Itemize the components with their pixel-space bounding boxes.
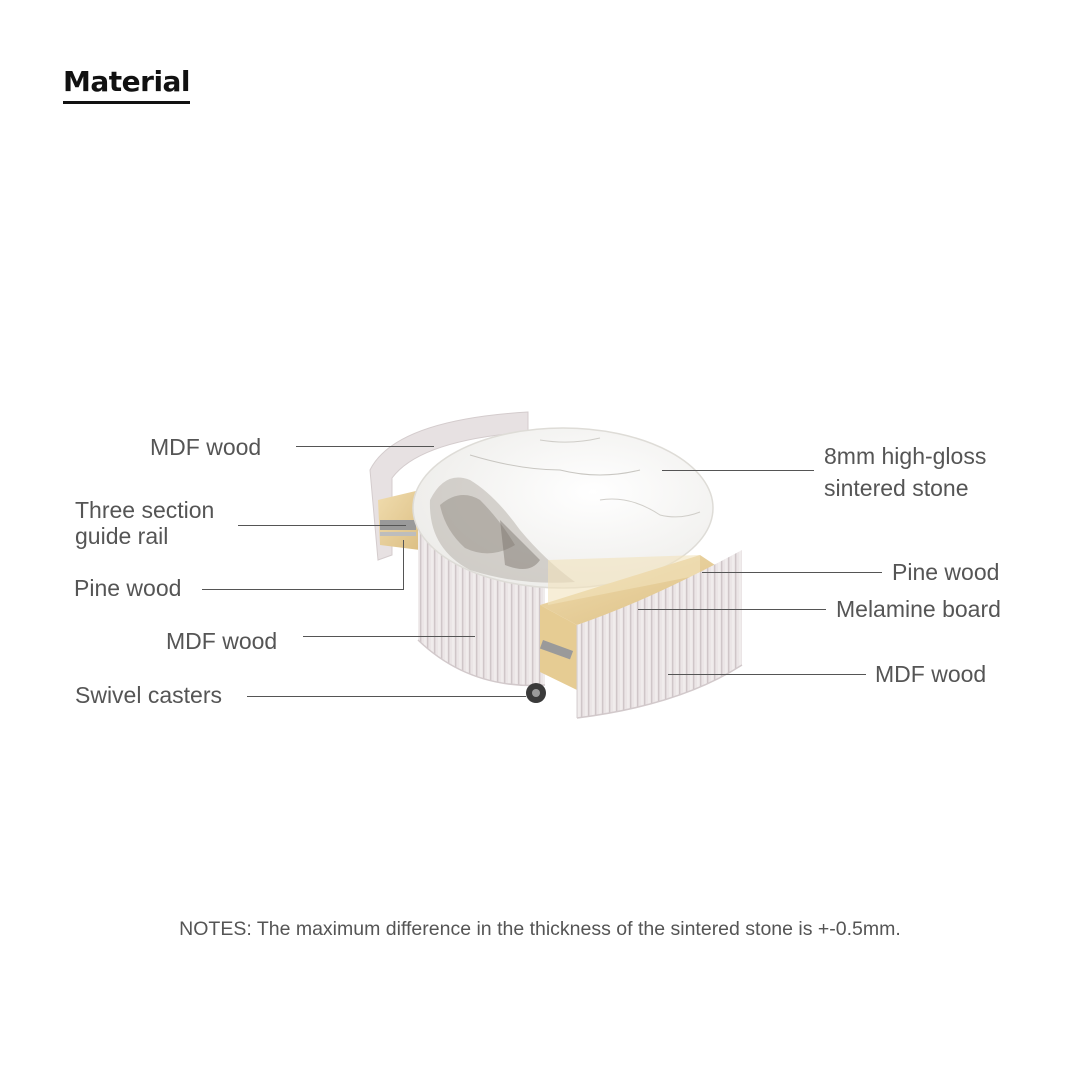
label-mdf-wood-right: MDF wood <box>875 661 987 687</box>
label-sintered-stone <box>824 440 986 504</box>
label-mdf-wood-top: MDF wood <box>150 434 262 460</box>
label-pine-wood-left: Pine wood <box>74 575 182 601</box>
leader-pine-left-vertical <box>403 540 404 589</box>
leader-sintered-stone <box>662 470 814 471</box>
label-pine-wood-right: Pine wood <box>892 559 1000 585</box>
label-three-section-guide-rail <box>75 497 214 549</box>
right-drawer <box>540 550 742 718</box>
leader-mdf-right <box>668 674 866 675</box>
label-melamine-board: Melamine board <box>836 596 1001 622</box>
label-sintered-stone-line2: sintered stone <box>824 475 969 501</box>
leader-casters <box>247 696 526 697</box>
label-swivel-casters: Swivel casters <box>75 682 222 708</box>
leader-guide-rail <box>238 525 406 526</box>
label-mdf-wood-middle: MDF wood <box>166 628 278 654</box>
label-guide-rail-line2: guide rail <box>75 523 169 549</box>
leader-mdf-middle <box>303 636 475 637</box>
label-sintered-stone-line1: 8mm high-gloss <box>824 443 987 469</box>
swivel-caster <box>526 683 546 703</box>
leader-mdf-top <box>296 446 434 447</box>
leader-pine-right <box>702 572 882 573</box>
leader-melamine <box>638 609 826 610</box>
page-title: Material <box>63 64 190 104</box>
notes-text: NOTES: The maximum difference in the thickness of the sintered stone is +-0.5mm. <box>179 918 901 940</box>
label-guide-rail-line1: Three section <box>75 497 215 523</box>
leader-pine-left <box>202 589 404 590</box>
